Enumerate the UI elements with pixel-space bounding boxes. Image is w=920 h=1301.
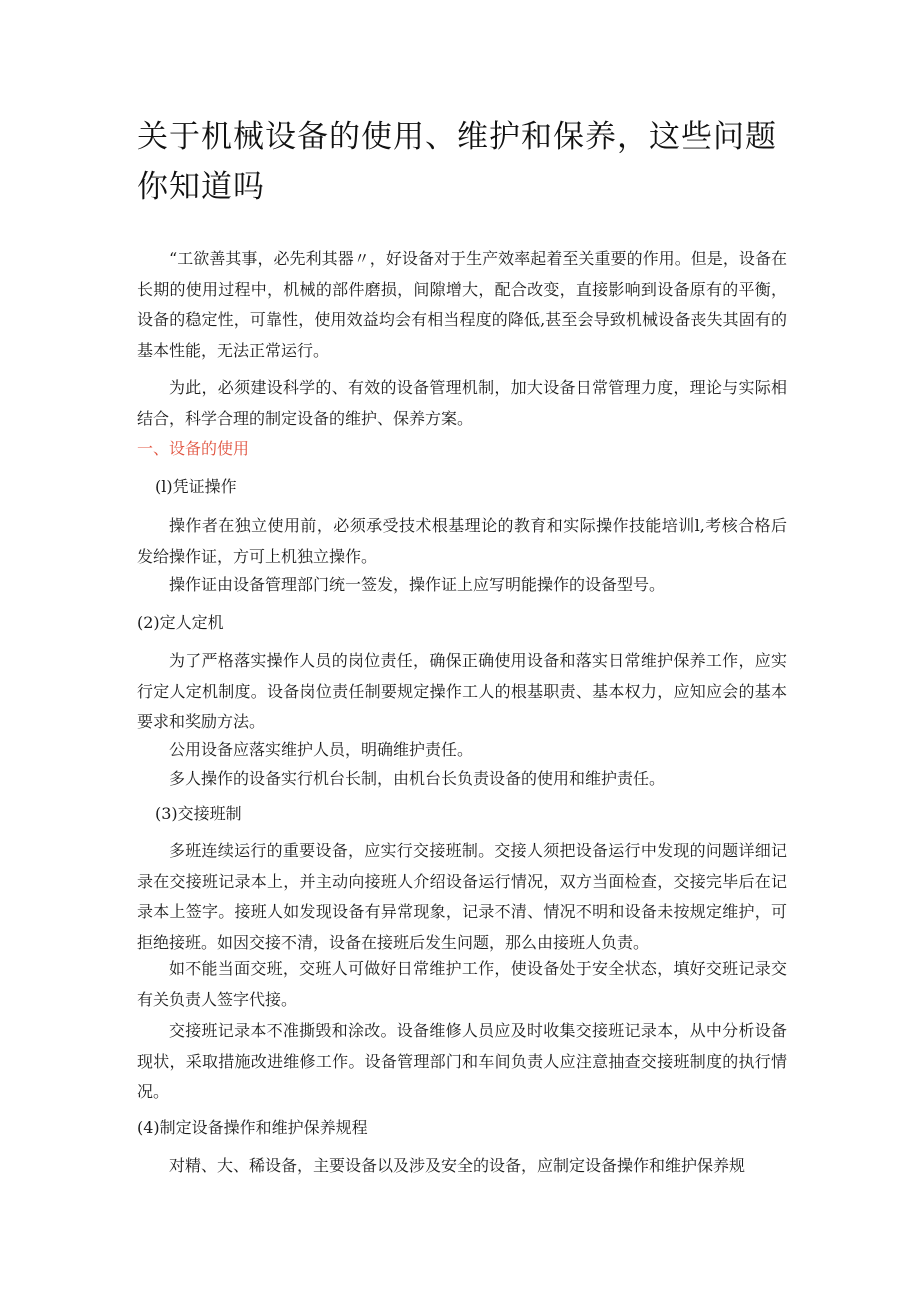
assignment-paragraph-1: 为了严格落实操作人员的岗位责任，确保正确使用设备和落实日常维护保养工作，应实行定人定机制度。设备岗位责任制要规定操作工人的根基职责、基本权力，应知应会的基本要求和奖励方法。: [137, 651, 787, 731]
certificate-paragraph-1: 操作者在独立使用前，必须承受技术根基理论的教育和实际操作技能培训l,考核合格后发给操作证，方可上机独立操作。: [137, 516, 787, 566]
assignment-paragraph-3: 多人操作的设备实行机台长制，由机台长负责设备的使用和维护责任。: [169, 769, 666, 788]
certificate-paragraph-2: 操作证由设备管理部门统一签发，操作证上应写明能操作的设备型号。: [169, 575, 666, 594]
intro-paragraph-1: “工欲善其事，必先利其器〃，好设备对于生产效率起着至关重要的作用。但是，设备在长期的使用过程中，机械的部件磨损，间隙增大，配合改变，直接影响到设备原有的平衡，设备的稳定性，可靠性，使用效益均会有相当程度的降低,甚至会导致机械设备丧失其固有的基本性能，无法正常运行。: [137, 249, 787, 360]
subheading-certificate: (l)凭证操作: [155, 477, 237, 496]
subheading-shift-handover: (3)交接班制: [155, 804, 242, 823]
page-title: 关于机械设备的使用、维护和保养，这些问题你知道吗: [137, 119, 777, 205]
intro-paragraph-2: 为此，必须建设科学的、有效的设备管理机制，加大设备日常管理力度，理论与实际相结合，科学合理的制定设备的维护、保养方案。: [137, 378, 787, 428]
subheading-procedures: (4)制定设备操作和维护保养规程: [137, 1118, 368, 1137]
assignment-paragraph-2: 公用设备应落实维护人员，明确维护责任。: [169, 740, 474, 759]
handover-paragraph-3: 交接班记录本不准撕毁和涂改。设备维修人员应及时收集交接班记录本，从中分析设备现状，采取措施改进维修工作。设备管理部门和车间负责人应注意抽查交接班制度的执行情况。: [137, 1021, 787, 1101]
handover-paragraph-2: 如不能当面交班，交班人可做好日常维护工作，使设备处于安全状态，填好交班记录交有关负责人签字代接。: [137, 959, 787, 1009]
handover-paragraph-1: 多班连续运行的重要设备，应实行交接班制。交接人须把设备运行中发现的问题详细记录在交接班记录本上，并主动向接班人介绍设备运行情况，双方当面检查，交接完毕后在记录本上签字。接班人如发现设备有异常现象，记录不清、情况不明和设备未按规定维护，可拒绝接班。如因交接不清，设备在接班后发生问题，那么由接班人负责。: [137, 841, 787, 952]
subheading-assignment: (2)定人定机: [137, 613, 224, 632]
procedures-paragraph-1: 对精、大、稀设备，主要设备以及涉及安全的设备，应制定设备操作和维护保养规: [169, 1156, 746, 1175]
section-heading-usage: 一、设备的使用: [137, 439, 250, 458]
